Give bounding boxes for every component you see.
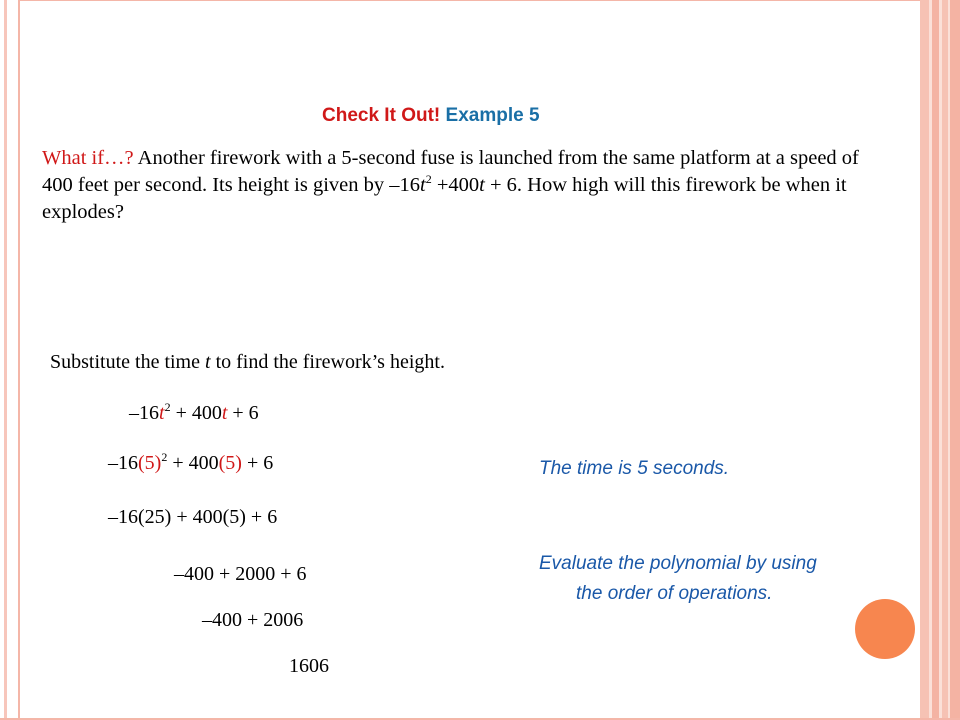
variable-t: t bbox=[420, 174, 426, 196]
frame-band bbox=[950, 0, 960, 720]
slide-frame-right bbox=[920, 0, 960, 720]
step-text: –16 bbox=[129, 402, 159, 424]
problem-text-c: + 6. How high will this firework be when it explodes? bbox=[42, 174, 847, 223]
step-2-substitution bbox=[108, 452, 273, 475]
slide-frame-top bbox=[0, 0, 960, 1]
exponent: 2 bbox=[164, 400, 171, 414]
step-text: + 400 bbox=[170, 402, 222, 424]
step-1-polynomial bbox=[129, 402, 259, 425]
variable-t: t bbox=[205, 351, 211, 373]
slide-frame-left bbox=[0, 0, 20, 720]
problem-text-b: +400 bbox=[431, 174, 480, 196]
problem-statement bbox=[42, 145, 877, 226]
exponent: 2 bbox=[425, 172, 432, 186]
exponent: 2 bbox=[161, 450, 168, 464]
example-label: Example 5 bbox=[445, 105, 540, 126]
step-text: + 400 bbox=[167, 452, 219, 474]
instruction-line bbox=[50, 351, 445, 374]
instruction-after: to find the firework’s height. bbox=[210, 351, 445, 373]
step-4-multiply: –400 + 2000 + 6 bbox=[174, 563, 307, 585]
problem-text-a: Another firework with a 5-second fuse is launched from the same platform at a speed of 400 feet per second. Its height is given by –16 bbox=[42, 147, 859, 196]
substituted-value: (5) bbox=[138, 452, 162, 474]
variable-t: t bbox=[479, 174, 485, 196]
check-it-out-label: Check It Out! bbox=[322, 105, 441, 126]
step-5-add: –400 + 2006 bbox=[202, 609, 304, 631]
step-3-square: –16(25) + 400(5) + 6 bbox=[108, 506, 278, 528]
frame-left-stripe bbox=[4, 0, 7, 720]
slide-title bbox=[322, 105, 540, 127]
step-text: –16 bbox=[108, 452, 138, 474]
step-text: + 6 bbox=[241, 452, 274, 474]
variable-t: t bbox=[221, 402, 228, 424]
instruction-before: Substitute the time bbox=[50, 351, 205, 373]
frame-band bbox=[932, 0, 939, 720]
frame-band bbox=[920, 0, 929, 720]
variable-t: t bbox=[159, 402, 165, 424]
decorative-circle bbox=[855, 599, 915, 659]
note-time: The time is 5 seconds. bbox=[539, 458, 730, 479]
what-if-lead: What if…? bbox=[42, 147, 134, 169]
substituted-value: (5) bbox=[218, 452, 242, 474]
note-evaluate-line-2: the order of operations. bbox=[576, 583, 773, 604]
step-text: + 6 bbox=[227, 402, 259, 424]
note-evaluate-line-1: Evaluate the polynomial by using bbox=[539, 553, 817, 574]
step-6-result: 1606 bbox=[289, 655, 329, 677]
